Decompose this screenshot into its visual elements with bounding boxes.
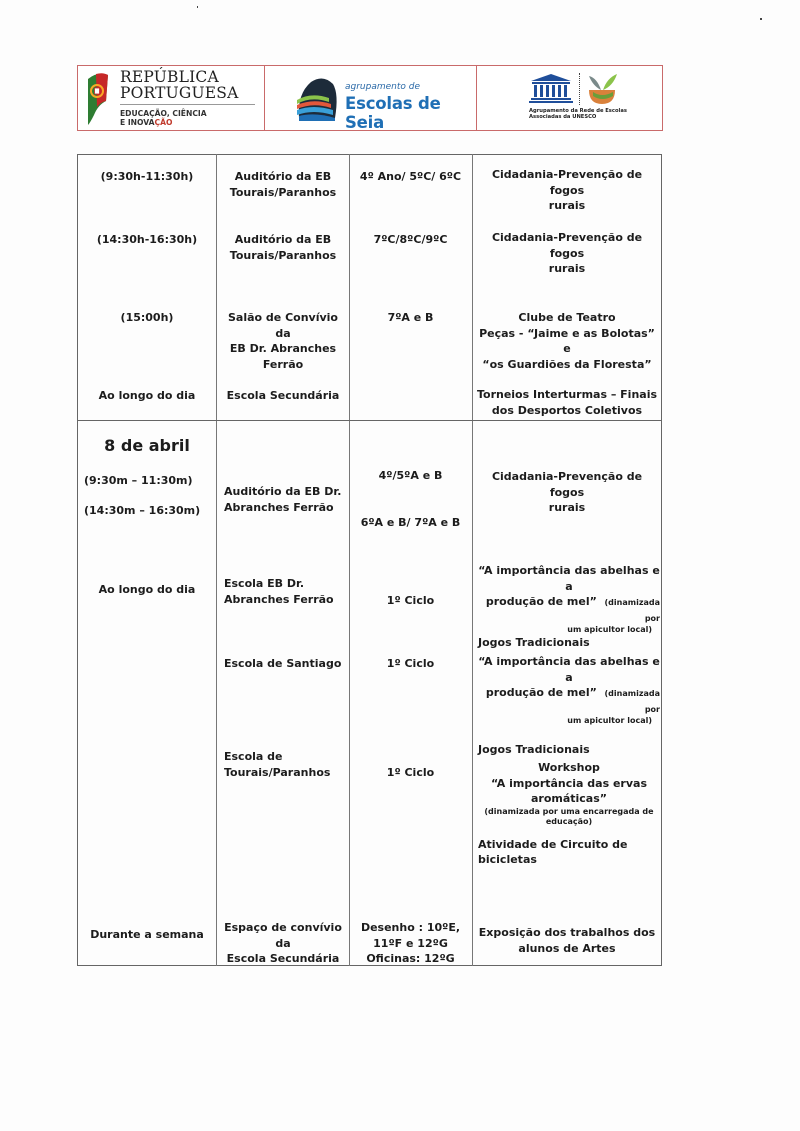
row-activity (474, 310, 660, 372)
row-place (224, 484, 352, 515)
row-classes-line: 11ºF e 12ºG (373, 936, 448, 950)
row-classes: 1º Ciclo (386, 657, 435, 670)
row-classes: 7ºA e B (387, 311, 434, 324)
row-activity (478, 654, 660, 758)
scan-speck (197, 6, 198, 8)
row-activity-note: educação) (545, 816, 593, 826)
row-activity-line: rurais (548, 501, 586, 514)
row-place (219, 920, 347, 967)
column-divider (216, 154, 217, 966)
row-activity (478, 563, 660, 651)
row-activity (474, 167, 660, 214)
row-place-line: Salão de Convívio da (228, 311, 338, 340)
row-classes: 7ºC/8ºC/9ºC (373, 233, 448, 246)
unesco-caption-line2: Associadas da UNESCO (529, 114, 597, 120)
row-place-line: Escola Secundária (226, 952, 340, 965)
row-activity (474, 469, 660, 516)
portugal-flag-icon (84, 71, 110, 125)
column-divider (472, 154, 473, 966)
scan-speck (760, 18, 762, 20)
republica-title (120, 69, 239, 101)
row-place-line: Escola EB Dr. (224, 577, 305, 590)
row-activity-line: “A importância das abelhas e a (478, 655, 660, 684)
row-activity-line: Cidadania-Prevenção de fogos (491, 231, 643, 260)
row-place (219, 232, 347, 263)
row-activity (474, 387, 660, 418)
escolas-big-text: Escolas de Seia (345, 94, 441, 132)
row-classes: 6ºA e B/ 7ºA e B (360, 516, 461, 529)
unesco-logo (477, 65, 663, 131)
row-classes: 4º Ano/ 5ºC/ 6ºC (359, 170, 462, 183)
row-place-line: Abranches Ferrão (224, 500, 334, 514)
row-place-line: Espaço de convívio da (224, 921, 342, 950)
row-activity-extra: bicicletas (478, 853, 537, 866)
republica-title-line1: REPÚBLICA (120, 68, 219, 86)
republica-subtitle (120, 109, 207, 127)
row-activity-line: produção de mel” (485, 686, 597, 699)
unesco-caption-line1: Agrupamento da Rede de Escolas (529, 108, 627, 114)
row-activity-note: um apicultor local) (567, 716, 652, 725)
republica-title-line2: PORTUGUESA (120, 84, 239, 102)
row-place-line: Tourais/Paranhos (229, 248, 337, 262)
row-activity-line: rurais (548, 199, 586, 212)
row-activity-note: (dinamizada por uma encarregada de (484, 806, 654, 816)
row-activity-line: dos Desportos Coletivos (491, 403, 643, 417)
escolas-de-seia-emblem-icon (295, 74, 339, 122)
row-activity-line: Torneios Interturmas – Finais (476, 388, 658, 401)
row-activity-extra: Atividade de Circuito de (478, 837, 628, 851)
row-activity-line: Exposição dos trabalhos dos (478, 926, 656, 939)
row-activity-line: Clube de Teatro (518, 311, 616, 324)
row-activity-line: “A importância das ervas (491, 776, 647, 790)
row-time: (14:30m – 16:30m) (84, 504, 201, 517)
row-classes: 1º Ciclo (386, 594, 435, 607)
row-place-line: Tourais/Paranhos (229, 185, 337, 199)
unesco-schools-emblem-icon (585, 72, 619, 106)
row-activity (478, 760, 660, 868)
row-time: Ao longo do dia (98, 389, 196, 402)
row-place-line: Auditório da EB (234, 233, 332, 246)
row-activity (474, 925, 660, 956)
divider (120, 104, 255, 105)
row-activity-note: (dinamizada por (604, 689, 660, 714)
row-place-line: Escola de (224, 750, 283, 763)
row-activity-extra: Jogos Tradicionais (478, 743, 590, 756)
row-activity-line: Cidadania-Prevenção de fogos (491, 470, 643, 499)
row-activity-line: Peças - “Jaime e as Bolotas” e (479, 326, 655, 355)
row-activity-line: Workshop (538, 761, 600, 774)
row-activity-line: “A importância das abelhas e a (478, 564, 660, 593)
row-time: (14:30h-16:30h) (96, 233, 198, 246)
row-place-line: Ferrão (262, 357, 304, 371)
row-activity-note: (dinamizada por (604, 598, 660, 623)
row-activity-line: produção de mel” (485, 595, 597, 608)
row-place (219, 310, 347, 372)
row-place: Escola de Santiago (224, 657, 342, 670)
row-activity-note: um apicultor local) (567, 625, 652, 634)
unesco-caption (529, 108, 627, 120)
republica-subtitle-line1: EDUCAÇÃO, CIÊNCIA (120, 109, 207, 118)
row-place (219, 169, 347, 200)
row-place-line: Tourais/Paranhos (224, 765, 331, 779)
row-time: (9:30h-11:30h) (100, 170, 194, 183)
row-time: (15:00h) (120, 311, 174, 324)
row-place-line: Auditório da EB Dr. (224, 485, 342, 498)
row-place-line: Auditório da EB (234, 170, 332, 183)
row-classes: 4º/5ºA e B (378, 469, 443, 482)
row-place (224, 576, 352, 607)
row-time: Ao longo do dia (98, 583, 196, 596)
day-date-heading: 8 de abril (104, 436, 190, 455)
escolas-small-text: agrupamento de (345, 82, 421, 92)
row-place-line: EB Dr. Abranches (229, 342, 337, 355)
row-place: Escola Secundária (226, 389, 340, 402)
republica-portuguesa-logo (77, 65, 265, 131)
row-time: Durante a semana (90, 928, 204, 941)
row-activity-line: rurais (548, 262, 586, 275)
row-time: (9:30m – 11:30m) (84, 474, 193, 487)
row-classes-line: Oficinas: 12ºG (366, 952, 455, 965)
row-divider (77, 420, 662, 421)
row-classes: 1º Ciclo (386, 766, 435, 779)
republica-subtitle-line2b: ÇÃO (154, 118, 173, 127)
row-activity-line: Cidadania-Prevenção de fogos (491, 168, 643, 197)
row-activity-line: aromáticas” (530, 792, 608, 805)
row-activity-extra: Jogos Tradicionais (478, 636, 590, 649)
republica-subtitle-line2a: E INOVA (120, 118, 155, 127)
row-place-line: Abranches Ferrão (224, 592, 334, 606)
row-activity-line: alunos de Artes (518, 941, 616, 955)
row-classes (351, 920, 470, 967)
divider (579, 73, 580, 105)
column-divider (349, 154, 350, 966)
row-place (224, 749, 352, 780)
row-activity (474, 230, 660, 277)
escolas-de-seia-logo (265, 65, 477, 131)
unesco-temple-icon (529, 73, 573, 103)
row-classes-line: Desenho : 10ºE, (360, 921, 461, 934)
row-activity-line: “os Guardiões da Floresta” (482, 357, 652, 371)
